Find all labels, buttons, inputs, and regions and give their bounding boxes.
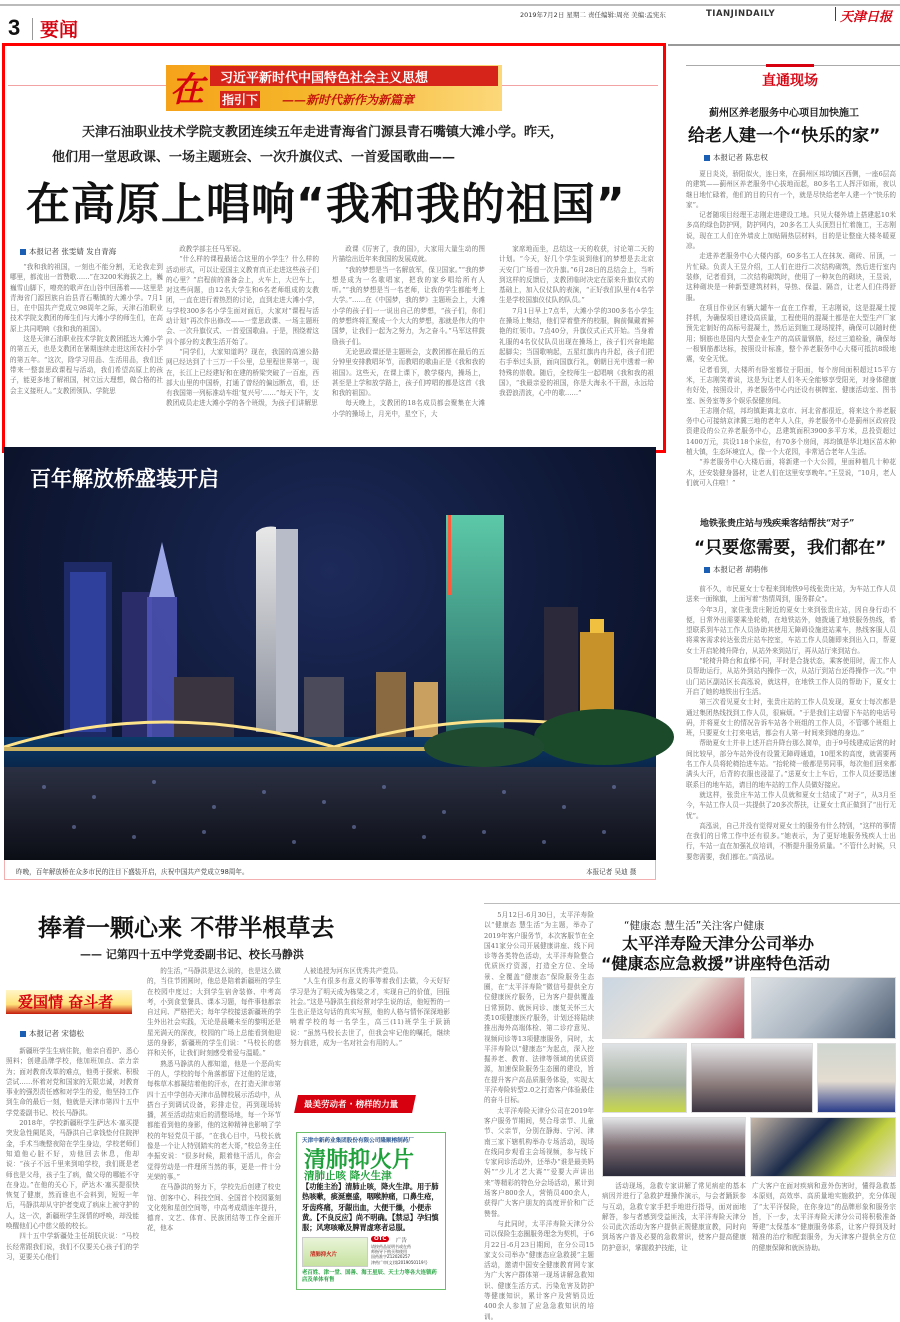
paragraph: 记者看到，大楼所有卧室都位于阳面，每个房间面积超过15平方米，王志刚笑着说，这是为让老人们冬天全能够享受阳光，对身体健康有好处，按照设计，养老服务中心内还设有棋牌室、健康活动室、图书室、医务室等多个娱乐保健房间。: [686, 365, 896, 405]
paragraph: “轮椅升降台和直梯不同，平时是合拢状态，乘客使用时，需工作人员帮助运行，从站外到站内操作一次，从站厅到站台还得操作一次。”中山门站区副站区长高泓说，就这样，在地铁工作人员的帮助下，夏女士开启了她的地铁出行生活。: [686, 657, 896, 696]
paragraph: 这是天津石油职业技术学院支教团抵达大滩小学的第五天，也是支教团在暑期连续走进这所农村小学的第五年。“这次，除学习用品、生活用品，我们还带来一整套思政课程与活动，我们希望高原上的孩子，能更多地了解祖国，树立远大理想，做合格的社会主义接班人。”支教团领队、学院思: [10, 335, 163, 395]
bottom-left-column-3: [290, 966, 450, 1084]
paragraph: 7月1日早上7点半，大滩小学的300多名小学生在操场上集结，他们穿着整齐的校服，胸前佩戴着鲜艳的红领巾。7点40分，升旗仪式正式开始。当身着礼服的4名仪仗队员出现在操场上，孩子们兴奋地踮起脚尖；当国歌响起，五星红旗冉冉升起，孩子们把右手举过头顶，面向国旗行礼，朝朝日光中透着一种特殊的崇敬。随后，全校师生一起唱响《我和我的祖国》，“我最亲爱的祖国，你是大海永不干涸，永远给我碧浪清波，心中的歌……”: [499, 306, 654, 398]
byline-text: 本报记者 张雯婧 发自青海: [29, 247, 117, 256]
paragraph: 人被追授为河东区优秀共产党员。: [303, 967, 403, 975]
paragraph: 四十五中学新疆处主任胡朕庆说：“马校长经常跟我们说，我们不仅要关心孩子们的学习，更要关心他们: [6, 1232, 139, 1261]
bottom-left-headline[interactable]: 捧着一颗心来 不带半根草去: [38, 914, 335, 942]
ad-company: 天津中新药业集团股份有限公司隆顺榕制药厂: [302, 1138, 414, 1144]
paragraph: 政教学部主任马军说。: [179, 245, 246, 253]
banner-line1: 习近平新时代中国特色社会主义思想: [220, 71, 429, 86]
intro-line-1: 天津石油职业技术学院支教团连续五年走进青海省门源县青石嘴镇大滩小学。昨天，: [82, 125, 564, 140]
paragraph: 5月12日-6月30日，太平洋寿险以“健康态 慧生活”为主题，举办了2019年客户服务节，本次客服节在全国41家分公司开展健康讲座、线下问诊等各类特色活动，太平洋寿险整合优质医疗资源，打造全方位、全场景、全覆盖“健康态”保险服务生态圈，在“太平洋寿险”微信号提供全方位健康医疗服务，已为客户提供覆盖日常预防、就医问诊、康复关怀三大类10项健康医疗服务，计划还将陆续推出海外高端体检、第二诊疗意见、视频问诊等13项健康服务，同时，太平洋寿险以“健康态”为起点，深入挖掘养老、教育、法律等领域的优质资源，加速保险服务生态圈的建设，旨在提升客户高品质服务体验，实现太平洋寿险转型2.0之打造客户体验最佳的奋斗目标。: [484, 911, 594, 1105]
paragraph: “我的梦想是当一名解放军，保卫国家。”“我的梦想是成为一名歌唱家，把我的家乡唱给所有人听。”“我的梦想是当一名老师，让我的学生都能考上大学。”……在《中国梦，我的梦》主题班会上，大滩小学的孩子们一一说出自己的梦想，“孩子们，你们的梦想终将汇聚成一个大大的梦想，那就是伟大的中国梦，让我们一起为之努力，为之奋斗。”马军这样鼓励孩子们。: [332, 265, 485, 346]
page-separator: [32, 18, 33, 40]
ad-footer: 老百姓、津一堂、国善、海王星辰、天士力等各大连锁药店及单体有售: [302, 1270, 437, 1283]
section-name: 要闻: [40, 19, 79, 41]
photo-caption: 昨晚，百年解放桥在众多市民的注目下盛装开启，庆祝中国共产党成立98周年。: [16, 868, 249, 876]
paragraph: “什么样的课程最适合这里的小学生？什么样的活动形式，可以让爱国主义教育真正走进这些孩子们的心里？”启程前的准备会上，火车上，大巴车上，对这些问题，由12名大学生和6名老师组成的支教团，一直在进行着热烈的讨论，直到走进大滩小学，与学校300多名小学生面对面后，大家对“课程与活动计划”再次作出修改——一堂思政课、一场主题班会、一次升旗仪式、一首爱国歌曲。于是，围绕着这四个部分的支教生活开始了。: [166, 255, 319, 346]
paragraph: 帮助夏女士并非上述开启升降台那么简单，由于9号线建成运营的时间比较早，部分车站外没有设置无障碍通道，10厘米的高度，就需要两名工作人员将轮椅抬进车站。“抬轮椅一般都是男同事，每次他们回来都满头大汗，后背的衣服也浸湿了。”送夏女士上车后，工作人员还要迅速联系目的地车站，请目的地车站的工作人员做好接应。: [686, 739, 896, 789]
paragraph: 太平洋寿险天津分公司在2019年客户服务节期间，契合母亲节、儿童节、父亲节，分别在静海、宁河、津南三家下辖机构举办专场活动，现场在线同步观看主会场视频，参与线下专家问诊活动外，还举办“谁是最美妈妈”“少儿才艺大赛”“爱要大声讲出来”等精彩的特色分会场活动，累计到场客户800余人，营销员400余人，获得广大客户朋友的高度评价和广泛赞誉。: [484, 1106, 594, 1218]
ad-info-line: 国药准字Z12020257: [371, 1254, 411, 1260]
paragraph: “养老服务中心大楼后面，将新建一个大公园，里面种植几十种花木，还安装健身器材，让老人们在这里安享晚年。”王昱说，“10月，老人们就可入住啦！”: [686, 458, 896, 487]
bottom-left-column-1: [6, 1046, 139, 1290]
paragraph: 在项目作业区有辆大罐车一直在工作着，王志刚说，这是混凝土搅拌机，为确保项目建设高质量，工程使用的混凝土都是在大型生产厂家预先定制好的高标号混凝土，然后运到施工现场搅拌，确保可以随时使用；钢筋也是国内大型企业生产的高质量钢筋，经过三道检验，确保每一根钢筋都达标，按照设计标准，整个养老服务中心大楼可抵抗8级地震，安全无忧。: [686, 303, 896, 364]
tag-text: 爱国情 奋斗者: [18, 993, 114, 1011]
right-story2-headline[interactable]: “只要您需要，我们都在”: [694, 538, 887, 558]
byline-text: 本报记者 宋德松: [29, 1029, 84, 1038]
ad-info-line: 师指导下购买和使用: [371, 1249, 407, 1255]
liberation-bridge-photo: [4, 447, 656, 860]
paragraph: 2018年，学校新疆班学生萨达木·塞买提突发急性阑尾炎，马静洪自己拿钱垫付住院押金，手术当晚整夜陪在学生身边，学校老师们知道他心脏不好，劝他回去休息，他却说：“孩子不远千里来到咱学校，我们既是老师也是父母，孩子生了病，做父母的哪能不守在身边。”在他的关心下，萨达木·塞买提很快恢复了健康，然而谁也不会料到，短短一年后，马静洪却从守护者变成了病床上被守护的人，这一次，新疆班学生深情的呼唤，却没能唤醒他们心中慈父般的校长。: [6, 1119, 139, 1231]
paragraph: 无论思政课还是主题班会，支教团都在最后的五分钟里安排教唱环节，而教唱的歌曲正是《我和我的祖国》。这些天，在课上课下，教学楼内，操场上，甚至是上学和放学路上，孩子们哼唱的都是这首《我和我的祖国》。: [332, 347, 485, 398]
banner-char: 在: [170, 70, 204, 110]
logo-separator: [835, 7, 836, 21]
lead-headline[interactable]: 在高原上唱响“我和我的祖国”: [26, 179, 626, 230]
section-label: 直通现场: [762, 73, 818, 89]
right-story2-subtitle: 地铁张贵庄站与残疾乘客结帮扶“对子”: [700, 519, 855, 529]
paragraph: 前不久，市民夏女士专程来到地铁9号线张贵庄站，为车站工作人员送来一面锦旗，上面写着“热情周到，服务群众”。: [686, 585, 896, 604]
event-photo-7: [750, 1117, 896, 1177]
paragraph: 在马静洪的努力下，学校先后创建了校史馆、创客中心、科技空间、全国首个校园篆刻文化苑和星创空间等，中高考成绩连年提升，德育、文艺、体育、民族团结等工作全面开花，他本: [147, 1183, 281, 1233]
ad-box-label: 清肺抑火片: [310, 1252, 337, 1258]
paragraph: 高泓说，自己并没有觉得对夏女士的服务有什么特别，“这样的事情在我们的日常工作中还有很多。”她表示，为了更好地服务残疾人士出行，车站一直在加强礼仪培训，不断提升服务质量。“不管什么时候，只要您需要，我们都在。”高泓说。: [686, 821, 896, 861]
byline-text: 本报记者 胡萌伟: [713, 565, 768, 574]
event-photo-1: [602, 977, 745, 1039]
banner-line2a: 指引下: [222, 93, 259, 107]
event-photo-3: [602, 1043, 687, 1113]
paragraph: 的生活，”马静洪是这么说的，也是这么做的，当住节团圆时，他总是陪着新疆班的学生在校园中度过；大到学生宿舍装修、中考高考，小到食堂餐具、课本习题，每件事他都亲自过问、严格把关；每年学校接送新疆班的学生外出社会实践，无论是晨曦未至的黎明还是星光满天的深夜，校园的广场上总能看到他迎送的身影，新疆班的学生们说：“马校长的慈祥和关怀，让我们时刻感受着爱与温暖。”: [147, 967, 281, 1058]
ad-description: 【功能主治】清肺止咳，降火生津。用于肺热咳嗽，痰涎壅盛，咽喉肿痛，口鼻生疮，牙齿疼痛，牙龈出血，大便干燥，小便赤黄。【不良反应】尚不明确。【禁忌】孕妇慎服；风寒咳嗽及脾胃虚寒者忌服。: [302, 1182, 439, 1233]
right-column-rule: [668, 44, 900, 46]
bottom-right-headline-1[interactable]: 太平洋寿险天津分公司举办: [622, 934, 815, 953]
paragraph: 王志刚介绍，邦均镇距离北京市、河北省都很近，将来这个养老服务中心可接纳京津冀三地的老年人入住，养老服务中心是蓟州区政府投资建设的公立养老服务中心，总建筑面积3900多平方米，总投资超过1400万元，共设118个床位，有70多个房间，邦均镇是华北地区苗木种植大镇，生态环境宜人，像一个大花园，非常适合老年人生活。: [686, 406, 896, 457]
bottom-right-rule: [484, 903, 900, 904]
section-label-bar: [766, 64, 814, 67]
paragraph: 每天晚上，支教团的18名成员都会聚集在大滩小学的操场上，月光中，星空下，大: [332, 399, 485, 418]
night-skyline-illustration: [4, 447, 656, 860]
caption-left: [602, 1181, 746, 1289]
event-photo-4: [691, 1043, 813, 1113]
page-number: 3: [8, 15, 21, 40]
paragraph: 与此同时，太平洋寿险天津分公司以保险生态圈服务理念为契机，于6月22日-6月23日期间，在分公司15家支公司举办“健康态应急救援”主题活动，邀请中国安全健康教育网专家为广大客户群体第一现场讲解急救知识、健康生活方式、污染危害及防护等健康知识，累计客户及营销员近400余人参加了应急急救知识的培训。: [484, 1219, 594, 1321]
paragraph: 今年3月，家住张贵庄附近的夏女士来到张贵庄站，因自身行动不便，日常外出需要乘坐轮椅，在地铁站外，她拨通了地铁服务热线，希望联系到车站工作人员协助其使用无障碍设施进站乘车，热线客服人员将乘客需求转达张贵庄站车控室，车站工作人员随即来到出入口，帮夏女士开启轮椅升降台，从站外来到站厅，再从站厅来到站台。: [686, 605, 896, 655]
bottom-left-column-2: [147, 966, 281, 1290]
highlight-box: [2, 43, 666, 453]
event-photo-5: [817, 1043, 896, 1113]
paragraph: 新疆班学生生病住院，他亲自看护、悉心照料；创建品牌学校，他加班加点、亲力亲为；面对教育改革的难点，他勇于探索、积极尝试……怀着对党和国家的无限忠诚，对教育事业的强烈责任感和对学生的爱，他坚持工作到生命的最后一刻，他就是天津市第四十五中学党委副书记、校长马静洪。: [6, 1047, 139, 1117]
intro-line-2: 他们用一堂思政课、一场主题班会、一次升旗仪式、一首爱国歌曲——: [52, 150, 456, 165]
paragraph: 就这样，张贵庄车站工作人员就和夏女士结成了“对子”，从3月至今，车站工作人员一共提供了20多次帮扶，让夏女士真正做到了“出行无忧”。: [686, 790, 896, 820]
event-photo-2: [751, 977, 896, 1039]
bottom-right-headline-2[interactable]: “健康态应急救援”讲座特色活动: [601, 954, 831, 973]
right-story1-byline: [704, 152, 768, 163]
ad-info-line: 请按药品说明书或在药: [371, 1244, 411, 1249]
right-story2-byline: [704, 564, 768, 575]
paragraph: 广大客户在面对疾病和意外伤害时，懂得急救基本原则，高效率、高质量地实施救护，充分体现了“太平洋保险，在你身边”的品牌形象和服务宗旨，下一步，太平洋寿险天津分公司将积极准备筹建“太保基本”健康服务体系，让客户得到及时精准的治疗和配套服务，为天津客户提供全方位的健康保障和就医协助。: [752, 1182, 896, 1252]
paragraph: “我和我的祖国，一刻也不能分割，无论我走到哪里，都流出一首赞歌……”在3200米海拔之上，巍巍雪山脚下，嘹亮的歌声在山谷中回荡着——这里是青海省门源回族自治县青石嘴镇的大滩小学。7月1日，在中国共产党成立98周年之际，天津石油职业技术学院支教团的师生们与大滩小学的师生们，在高原上共同唱响《我和我的祖国》。: [10, 263, 163, 333]
right-story1-headline[interactable]: 给老人建一个“快乐的家”: [688, 126, 881, 146]
photo-title[interactable]: 百年解放桥盛装开启: [30, 467, 219, 491]
ad-product-name: 清肺抑火片: [304, 1148, 415, 1173]
bottom-left-subtitle: —— 记第四十五中学党委副书记、校长马静洪: [80, 948, 304, 961]
caption-right: [752, 1181, 896, 1289]
bottom-right-pretitle: “健康态 慧生活”关注客户健康: [624, 920, 765, 932]
right-story2-body: [686, 584, 896, 886]
ad-slogan: 清肺止咳 降火生津: [304, 1170, 392, 1182]
photo-credit: 本报记者 吴迪 摄: [586, 868, 637, 876]
byline-text: 本报记者 陈忠权: [713, 153, 768, 162]
byline-square-icon: [20, 1031, 26, 1037]
ad-label: 广告: [396, 1238, 408, 1244]
paragraph: “人生有很多有意义的事等着我们去做，今天好好学习是为了明天成为栋梁之才，实现自己的价值，回报社会。”这是马静洪生前经常对学生说的话，他短暂的一生也正是这句话的真实写照，他的人格与情怀深深地影响着学校的每一名学生，高三(11)班学生于跃涵说：“虽然马校长去世了，但我会牢记他的嘱托，继续努力前进，成为一名对社会有用的人。”: [290, 977, 450, 1048]
bottom-right-intro-column: [484, 910, 594, 1321]
paragraph: 走进养老服务中心大楼内部，60多名工人在抹灰、砌砖、吊顶，一片忙碌。负责人王昱介绍，工人们在进行二次结构砌筑，然后进行室内装修，记者看到，二次结构砌筑时，使用了一种灰色的砌块，王昱说，这种砌块是一种新型建筑材料，导热、保温、隔音，让老人们住得舒服。: [686, 252, 896, 302]
paragraph: 政课《厉害了，我的国》，大家用大量生动的图片描绘出近年来我国的发展成就。: [332, 245, 485, 264]
header-info: 2019年7月2日 星期二 责任编辑:周亮 美编:孟宪东: [520, 11, 666, 19]
byline-square-icon: [704, 155, 710, 161]
ad-info: [371, 1244, 428, 1265]
event-photo-6: [602, 1117, 746, 1177]
byline-square-icon: [704, 567, 710, 573]
bottom-left-byline: [20, 1028, 84, 1039]
paragraph: 记者随项目经理王志刚走进建设工地。只见大楼外墙上搭建起10米多高的绿色防护网，防护网内，20多名工人头顶烈日忙着施工，王志刚说，现在工人们在外墙皮上加贴隔热层材料，目的是让整座大楼冬暖夏凉。: [686, 211, 896, 251]
paragraph: 熟悉马静洪的人都知道，他是一个恶尚实干的人，学校的每个角落都留下过他的足迹，每株草木都凝结着他的汗水，在打造天津市第四十五中学创办天津市品牌校展示活动中，从搭台子到调试设备，彩排走位，再到现场转播，甚至活动结束后的清整场地，每一个环节都能看到他的身影，他的这种精神也影响了学校的年轻党员干部，“在我心目中，马校长就像是一个让人特别踏实的老大哥，”校总务主任李振安说：“很多时候，跟着他干活儿，你会觉得劳动是一件理所当然的事，更是一件十分光荣的事。”: [147, 1059, 281, 1181]
right-story1-subtitle: 蓟州区养老服务中心项目加快施工: [709, 108, 859, 119]
paragraph: 家席地而坐，总结这一天的收获，讨论第二天的计划。“今天，好几个学生说到他们的梦想是去北京天安门广场看一次升旗。”6月28日的总结会上，当听到这样的反馈后，支教团临时决定在原来升旗仪式的基础上，加入仪仗队的表演，“正好我们队里有4名学生是学校国旗仪仗队的队员。”: [499, 245, 654, 305]
paragraph: 第三次看见夏女士时，张贵庄站的工作人员发现，夏女士每次都是通过集团热线找到工作人员，很麻烦。“于是我们主动留下车站的电话号码，并将夏女士的情况告诉车站各个班组的工作人员，不管哪个班组上班，只要夏女士打来电话，都会有人第一时间来到她的身边。”: [686, 698, 896, 738]
right-story1-body: [686, 169, 896, 497]
otc-badge: OTC: [371, 1236, 389, 1242]
banner-line2b: ——新时代新作为新篇章: [282, 93, 415, 107]
newspaper-logo: 天津日报: [840, 10, 893, 25]
header-brand: TIANJINDAILY: [706, 9, 776, 19]
paragraph: 夏日炎炎，骄阳似火，连日来，在蓟州区邦均镇区西侧，一座6层高的建筑——蓟州区养老服务中心拔地而起，80多名工人挥汗如雨，夜以继日地忙碌着，他们的目的只有一个，就是尽快给老年人建一个“快乐的家”。: [686, 170, 896, 209]
paragraph: “同学们，大家知道吗？现在，我国的高速公路网已经达到了十三万一千公里，总里程世界第一，现在，长江上已经建好和在建的桥梁突破了一百座，西部大山里的中国桥，打通了曾经的偏远断点，看，还有我国第一列标准动车组‘复兴号’……”每天下午，支教团成员走进大滩小学的各个班级，为孩子们讲解思: [166, 347, 319, 408]
ribbon-text: 最美劳动者 · 榜样的力量: [304, 1100, 399, 1110]
ad-info-line: 津药广审(文)第2019050119号: [371, 1259, 428, 1265]
paragraph: 活动现场，急救专家讲解了常见病症的基本病因并进行了急救护理操作演示，与会者踊跃参与互动，急救专家手把手地进行指导，面对面地解答，参与者感到受益匪浅，太平洋寿险天津分公司此次活动为客户提供正规健康宣教，同时向到场客户普及必要的急救常识，使客户提高健康防护意识，掌握救护技能，让: [602, 1182, 746, 1252]
top-rule: [0, 4, 900, 6]
